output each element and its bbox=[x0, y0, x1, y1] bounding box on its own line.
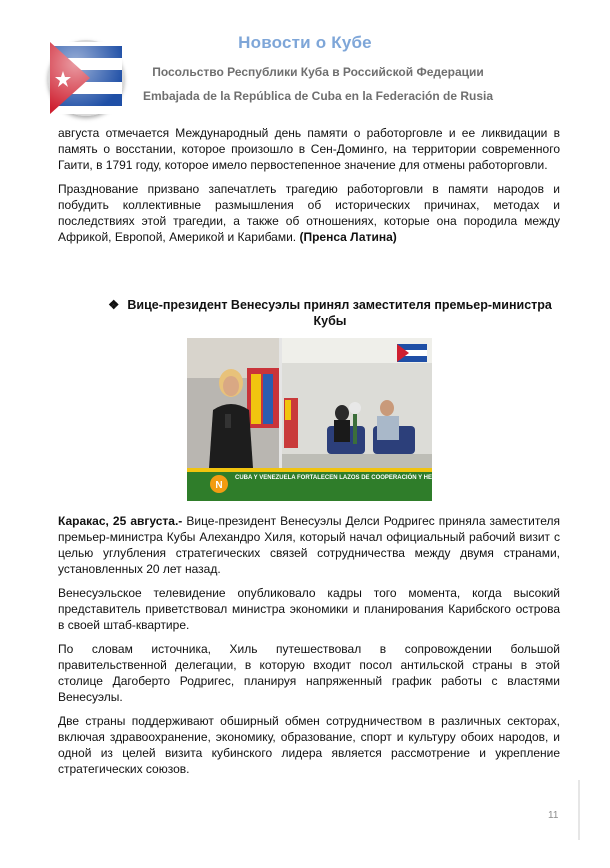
news-photo bbox=[187, 338, 464, 501]
paragraph bbox=[58, 513, 560, 577]
embassy-name-ru: Посольство Республики Куба в Российской Федерации bbox=[152, 65, 484, 79]
paragraph: Две страны поддерживают обширный обмен сотрудничеством в различных секторах, включая здравоохранение, экономику, образование, спорт и культуру обоих народов, и одной из целей визита кубинского лидера является рассмотрение и укрепление стратегических союзов. bbox=[58, 714, 560, 776]
photo-caption-ticker: CUBA Y VENEZUELA FORTALECEN LAZOS DE COOPERACIÓN Y HERMANDAD bbox=[235, 475, 464, 481]
page-edge-decoration bbox=[578, 780, 580, 840]
article-body bbox=[58, 513, 560, 785]
page-number: 11 bbox=[548, 810, 559, 821]
article-heading bbox=[100, 297, 560, 329]
paragraph-text: Празднование призвано запечатлеть трагедию работорговли в памяти народов и побудить коллективные размышления об исторических причинах, методах и последствиях этой трагедии, а также об отношениях, которые она породила между Африкой, Европой, Америкой и Карибами. bbox=[58, 182, 560, 244]
paragraph: августа отмечается Международный день памяти о работорговле и ее ликвидации в память о восстании, которое произошло в Сен-Доминго, на территории современного Гаити, в 1791 году, которое имело первостепенное значение для отмены работорговли. bbox=[58, 126, 560, 172]
bullet-icon: ❖ bbox=[108, 298, 120, 312]
embassy-name-es: Embajada de la República de Cuba en la Federación de Rusia bbox=[142, 89, 494, 103]
paragraph bbox=[58, 181, 560, 245]
paragraph: По словам источника, Хиль путешествовал в сопровождении большой правительственной делегации, в которую входит посол антильской страны в этой столице Дагоберто Родригес, планируя напряженный график работы с властями Венесуэлы. bbox=[58, 642, 560, 704]
article-heading-text: Вице-президент Венесуэлы принял заместителя премьер-министра Кубы bbox=[127, 298, 552, 328]
publication-title: Новости о Кубе bbox=[238, 33, 372, 52]
paragraph: Венесуэльское телевидение опубликовало кадры того момента, когда высокий представитель приветствовал министра экономики и планирования Карибского острова в своей штаб-квартире. bbox=[58, 586, 560, 632]
paragraph-text: Вице-президент Венесуэлы Делси Родригес приняла заместителя премьер-министра Кубы Алехандро Хиля, который начал официальный рабочий визит с целью углубления стратегических связей сотрудничества между двумя странами, установленных 20 лет назад. bbox=[58, 514, 560, 576]
svg-text:N: N bbox=[215, 480, 223, 491]
dateline: Каракас, 25 августа.- bbox=[58, 514, 183, 528]
source-credit: (Пренса Латина) bbox=[299, 230, 397, 244]
previous-article-text bbox=[58, 125, 560, 253]
